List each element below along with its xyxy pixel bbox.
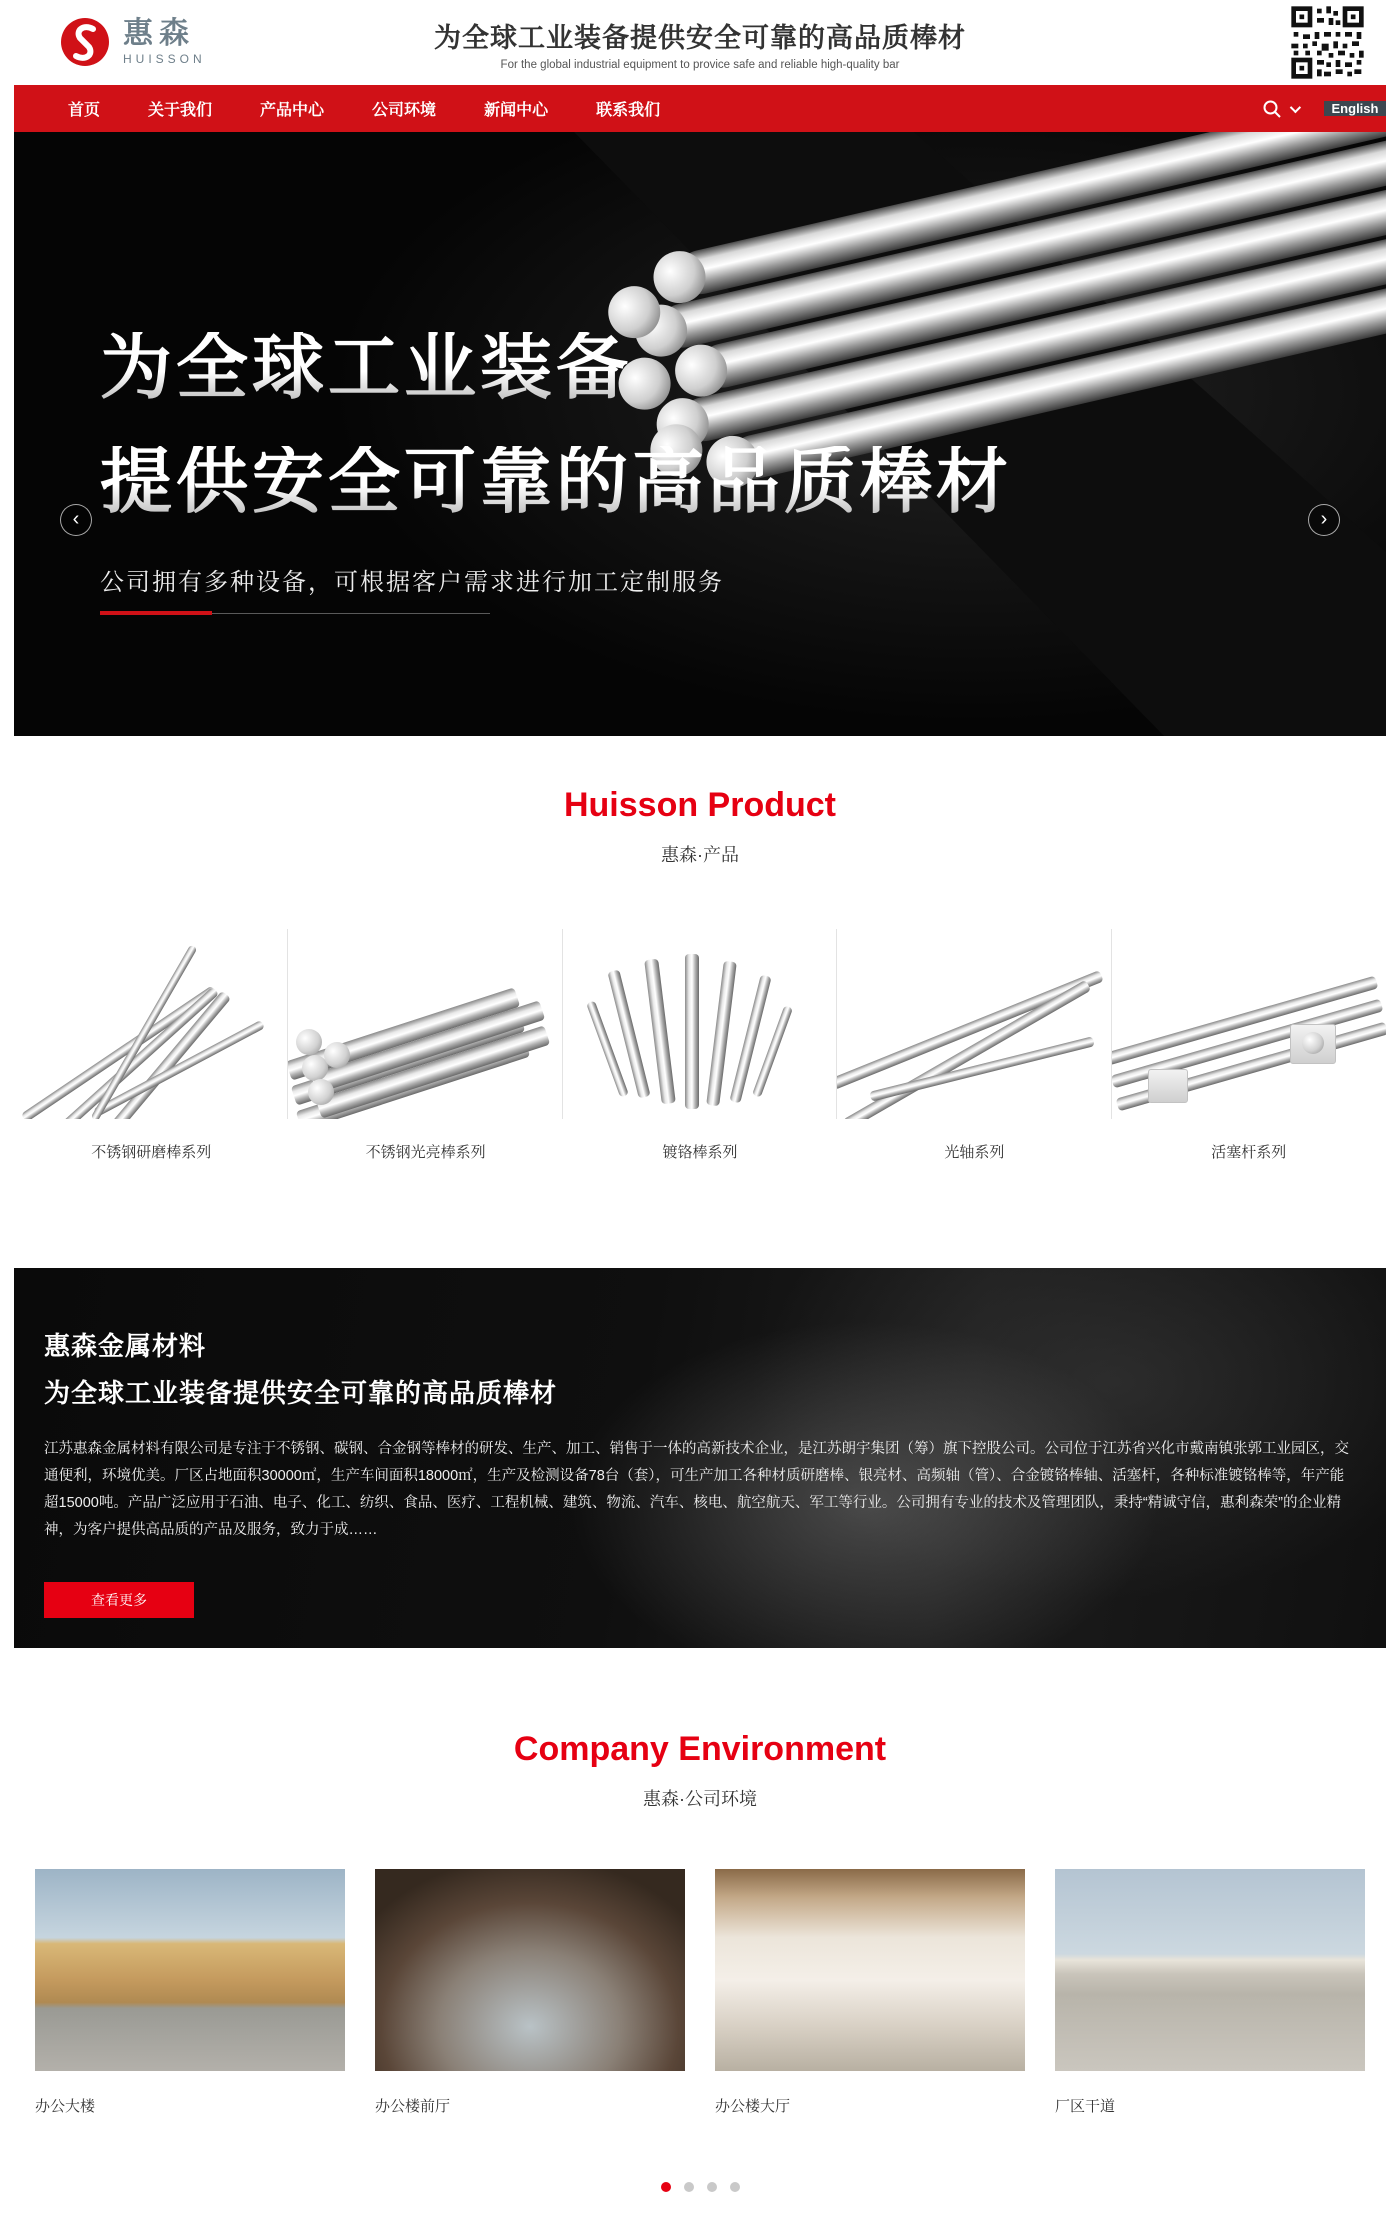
hero-underline-red	[100, 611, 212, 615]
photo-label: 办公楼大厅	[715, 2098, 791, 2115]
top-header	[14, 0, 1386, 85]
photo-factory-road	[1055, 1869, 1365, 2071]
about-section	[14, 1268, 1386, 1648]
photo-lobby	[715, 1869, 1025, 2071]
product-card-bright-bar[interactable]	[288, 929, 562, 1176]
environment-card-lobby[interactable]	[715, 1869, 1025, 2116]
carousel-next-button[interactable]: ›	[1308, 504, 1340, 536]
about-title-company: 惠森金属材料	[44, 1331, 207, 1361]
about-description: 江苏惠森金属材料有限公司是专注于不锈钢、碳钢、合金钢等棒材的研发、生产、加工、销售于一体的高新技术企业，是江苏朗宇集团（筹）旗下控股公司。公司位于江苏省兴化市戴南镇张郭工业园区，交通便利，环境优美。厂区占地面积30000㎡，生产车间面积18000㎡，生产及检测设备78台（套），可生产加工各种材质研磨棒、银亮材、高频轴（管）、合金镀铬棒轴、活塞杆，各种标准镀铬棒等，年产能超15000吨。产品广泛应用于石油、电子、化工、纺织、食品、医疗、工程机械、建筑、物流、汽车、核电、航空航天、军工等行业。公司拥有专业的技术及管理团队，秉持“精诚守信，惠利森荣”的企业精神，为客户提供高品质的产品及服务，致力于成……	[44, 1441, 1349, 1538]
qr-code	[1289, 4, 1366, 81]
product-card-piston-rod[interactable]	[1112, 929, 1386, 1176]
nav-item-products[interactable]: 产品中心	[260, 102, 325, 119]
environment-card-factory-road[interactable]	[1055, 1869, 1365, 2116]
hero-banner	[14, 132, 1386, 736]
product-image-grinding-bar	[14, 929, 288, 1119]
product-label: 光轴系列	[944, 1144, 1005, 1161]
product-label: 不锈钢研磨棒系列	[91, 1144, 212, 1161]
environment-title: Company Environment	[513, 1730, 887, 1768]
carousel-dot-4[interactable]	[730, 2182, 740, 2192]
product-image-bright-bar	[288, 929, 562, 1119]
hero-tagline: 公司拥有多种设备，可根据客户需求进行加工定制服务	[100, 569, 724, 596]
hero-headline-line2: 提供安全可靠的高品质棒材	[100, 442, 1013, 522]
hero-underline-grey	[212, 613, 490, 614]
product-image-chrome-bar	[563, 929, 837, 1119]
products-row	[14, 929, 1386, 1176]
hero-text-block	[100, 328, 1013, 615]
product-image-piston-rod	[1112, 929, 1386, 1119]
product-label: 镀铬棒系列	[662, 1144, 738, 1161]
language-switch-english[interactable]: English	[1324, 101, 1386, 116]
hero-headline-line1: 为全球工业装备	[100, 332, 1012, 404]
header-slogan-cn: 为全球工业装备提供安全可靠的高品质棒材	[434, 23, 966, 53]
chevron-down-icon	[1290, 101, 1301, 112]
nav-item-contact[interactable]: 联系我们	[596, 102, 661, 119]
products-section	[14, 736, 1386, 1176]
photo-label: 厂区干道	[1055, 2098, 1116, 2115]
product-card-chrome-bar[interactable]	[563, 929, 837, 1176]
photo-label: 办公楼前厅	[375, 2098, 451, 2115]
carousel-dot-3[interactable]	[707, 2182, 717, 2192]
photo-office-building	[35, 1869, 345, 2071]
carousel-dots	[14, 2182, 1386, 2232]
hero-underline	[100, 611, 490, 615]
nav-right	[1262, 85, 1386, 132]
search-icon	[1262, 99, 1282, 119]
nav-items	[14, 85, 684, 132]
product-label: 不锈钢光亮棒系列	[365, 1144, 486, 1161]
about-title-slogan: 为全球工业装备提供安全可靠的高品质棒材	[44, 1378, 558, 1408]
photo-front-hall	[375, 1869, 685, 2071]
products-title: Huisson Product	[563, 786, 837, 824]
page-shell	[14, 0, 1386, 2232]
header-slogan	[14, 16, 1386, 71]
product-label: 活塞杆系列	[1211, 1144, 1287, 1161]
search-toggle[interactable]	[1262, 99, 1298, 119]
carousel-dot-2[interactable]	[684, 2182, 694, 2192]
environment-card-office-building[interactable]	[35, 1869, 345, 2116]
photo-label: 办公大楼	[35, 2098, 96, 2115]
carousel-prev-button[interactable]: ‹	[60, 504, 92, 536]
main-nav	[14, 85, 1386, 132]
product-card-grinding-bar[interactable]	[14, 929, 288, 1176]
environment-section	[14, 1648, 1386, 2232]
product-image-optical-axis	[837, 929, 1111, 1119]
carousel-dot-1[interactable]	[661, 2182, 671, 2192]
view-more-button[interactable]: 查看更多	[44, 1582, 194, 1618]
nav-item-about[interactable]: 关于我们	[148, 102, 213, 119]
logo-latin: HUISSON	[123, 52, 206, 66]
nav-item-environment[interactable]: 公司环境	[372, 102, 437, 119]
products-subtitle: 惠森·产品	[661, 845, 739, 865]
header-slogan-en: For the global industrial equipment to provice safe and reliable high-quality bar	[500, 59, 900, 71]
nav-item-news[interactable]: 新闻中心	[484, 102, 549, 119]
logo-chinese: 惠森	[123, 17, 195, 50]
environment-card-front-hall[interactable]	[375, 1869, 685, 2116]
product-card-optical-axis[interactable]	[837, 929, 1111, 1176]
environment-photos-row	[14, 1869, 1386, 2116]
nav-item-home[interactable]: 首页	[68, 102, 101, 119]
environment-subtitle: 惠森·公司环境	[643, 1789, 757, 1809]
